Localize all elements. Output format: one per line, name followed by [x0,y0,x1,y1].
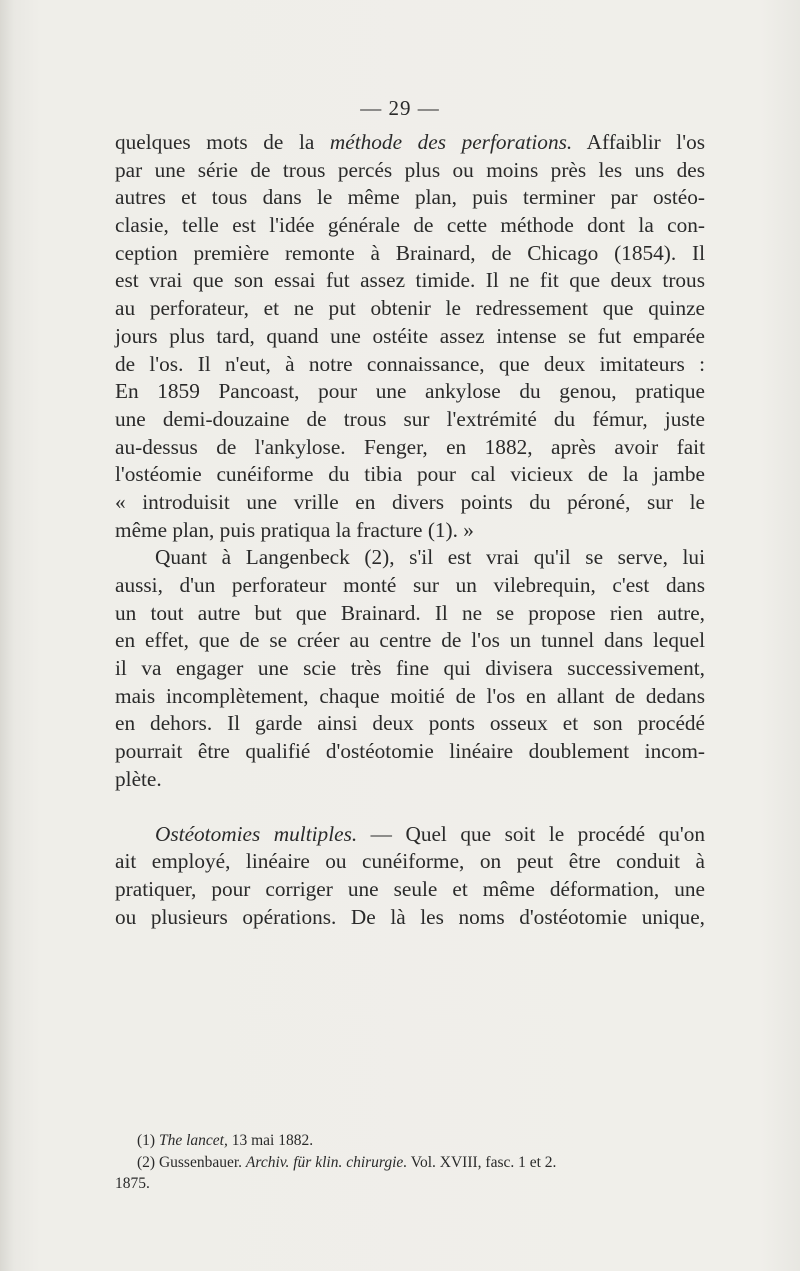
text-line: de l'os. Il n'eut, à notre connaissance, que deux imitateurs : [115,351,705,376]
text-line: même plan, puis pratiqua la fracture (1). » [115,517,474,542]
footnote-text: 13 mai 1882. [227,1132,314,1149]
text-line: au perforateur, et ne put obtenir le redressement que quinze [115,296,705,321]
text-line: mais incomplètement, chaque moitié de l'os en allant de dedans [115,683,705,708]
body-text [115,129,705,931]
text-line: aussi, d'un perforateur monté sur un vilebrequin, c'est dans [115,573,705,597]
footnote-2 [115,1152,705,1174]
footnote-1 [115,1130,705,1152]
page-number: — 29 — [360,96,440,120]
text-span: Affaiblir l'os [572,130,706,154]
text-line [115,821,705,849]
text-line: ait employé, linéaire ou cunéiforme, on peut être conduit à [115,849,705,874]
text-line: jours plus tard, quand une ostéite assez intense se fut emparée [115,323,705,348]
footnote-2-continued: 1875. [115,1175,150,1192]
text-line: autres et tous dans le même plan, puis terminer par ostéo- [115,185,705,210]
text-span: quelques mots de la [115,130,330,154]
text-line: en effet, que de se créer au centre de l'os un tunnel dans lequel [115,628,705,653]
text-line: clasie, telle est l'idée générale de cette méthode dont la con- [115,213,705,238]
text-line: une demi-douzaine de trous sur l'extrémité du fémur, juste [115,406,705,431]
text-line: au-dessus de l'ankylose. Fenger, en 1882, après avoir fait [115,434,705,459]
footnote-marker: (1) [137,1132,159,1149]
italic-term: méthode des perforations. [329,130,573,154]
text-line: ception première remonte à Brainard, de Chicago (1854). Il [115,240,705,265]
text-line: ou plusieurs opérations. De là les noms d'ostéotomie unique, [115,904,705,929]
footnote-text: Vol. XVIII, fasc. 1 et 2. [407,1153,557,1171]
text-line: pourrait être qualifié d'ostéotomie linéaire doublement incom- [115,739,705,764]
text-line [115,129,705,157]
text-line: par une série de trous percés plus ou moins près les uns des [115,157,705,182]
text-span: — Quel que soit le procédé qu'on [357,821,705,846]
text-line: il va engager une scie très fine qui divisera successivement, [115,656,705,681]
section-heading: Ostéotomies multiples. [155,821,358,846]
paragraph-gap [115,794,705,821]
text-line: en dehors. Il garde ainsi deux ponts osseux et son procédé [115,711,705,736]
footnote-title: Archiv. für klin. chirurgie. [245,1153,408,1171]
footnote-marker: (2) Gussenbauer. [137,1153,246,1171]
footnotes [115,1130,705,1195]
text-line: un tout autre but que Brainard. Il ne se propose rien autre, [115,600,705,625]
text-line: En 1859 Pancoast, pour une ankylose du genou, pratique [115,379,705,404]
text-line: plète. [115,766,162,791]
text-line: Quant à Langenbeck (2), s'il est vrai qu'il se serve, lui [155,545,705,570]
text-line: pratiquer, pour corriger une seule et même déformation, une [115,876,705,901]
text-line: est vrai que son essai fut assez timide. Il ne fit que deux trous [115,268,705,293]
text-line: l'ostéomie cunéiforme du tibia pour cal vicieux de la jambe [115,462,705,487]
footnote-title: The lancet, [158,1132,228,1149]
text-line: « introduisit une vrille en divers points du péroné, sur le [115,489,705,514]
